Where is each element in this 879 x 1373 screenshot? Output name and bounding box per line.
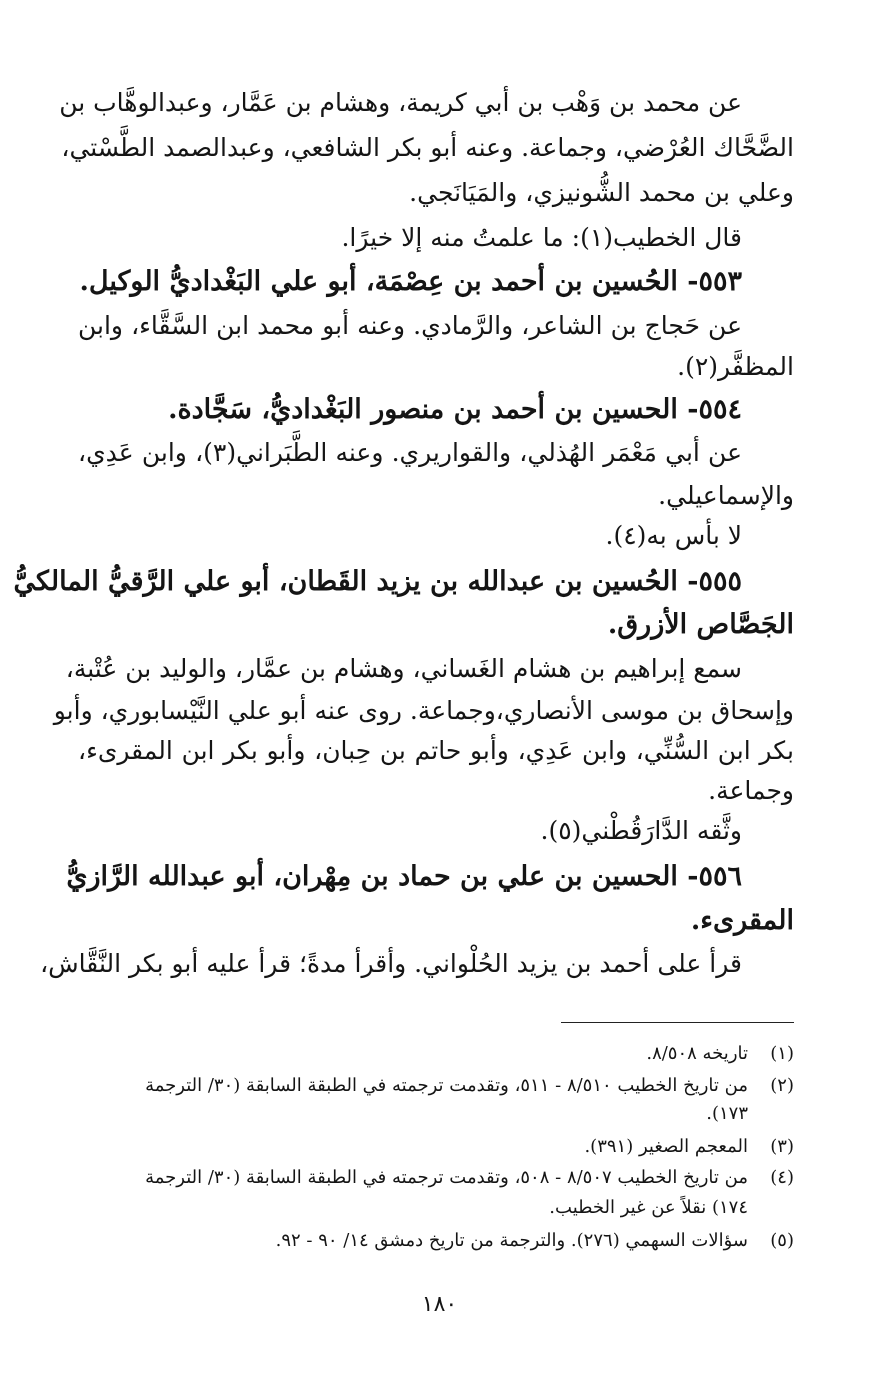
footnote [78,1040,794,1068]
text-line: لا بأس به(٤). [605,521,742,550]
footnote-number: (٥) [770,1230,794,1251]
footnote-cont: ١٧٣). [706,1103,748,1124]
footnote [78,1072,794,1100]
text-line: وجماعة. [708,776,794,805]
entry-heading-cont: الجَصَّاص الأزرق. [607,609,794,640]
footnote-text: سؤالات السهمي (٢٧٦). والترجمة من تاريخ دمشق ١٤/ ٩٠ - ٩٢. [275,1230,748,1251]
entry-heading: ٥٥٣- الحُسين بن أحمد بن عِصْمَة، أبو علي البَغْداديُّ الوكيل. [79,266,742,297]
page-number: ١٨٠ [421,1292,458,1317]
text-line: وعلي بن محمد الشُّونيزي، والمَيَانَجي. [409,178,794,207]
text-line: عن محمد بن وَهْب بن أبي كريمة، وهشام بن عَمَّار، وعبدالوهَّاب بن [59,88,742,117]
text-line: الضَّحَّاك العُرْضي، وجماعة. وعنه أبو بكر الشافعي، وعبدالصمد الطَّسْتي، [61,133,794,162]
footnote [78,1133,794,1161]
text-line: المظفَّر(٢). [677,352,794,381]
footnote-number: (١) [770,1043,794,1064]
text-line: والإسماعيلي. [658,481,794,510]
footnote-cont: ١٧٤) نقلاً عن غير الخطيب. [549,1197,748,1218]
footnote-text: المعجم الصغير (٣٩١). [584,1136,748,1157]
text-line: عن حَجاج بن الشاعر، والرَّمادي. وعنه أبو محمد ابن السَّقَّاء، وابن [78,311,742,340]
footnote [78,1227,794,1255]
entry-heading: ٥٥٦- الحسين بن علي بن حماد بن مِهْران، أبو عبدالله الرَّازيُّ [66,861,742,892]
footnote-text: تاريخه ٨/٥٠٨. [646,1043,748,1064]
text-line: قرأ على أحمد بن يزيد الحُلْواني. وأقرأ مدةً؛ قرأ عليه أبو بكر النَّقَّاش، [40,949,742,978]
footnote-number: (٢) [770,1075,794,1096]
text-line: وإسحاق بن موسى الأنصاري،وجماعة. روى عنه أبو علي النَّيْسابوري، وأبو [53,696,794,725]
footnote-text: من تاريخ الخطيب ٨/٥٠٧ - ٥٠٨، وتقدمت ترجمته في الطبقة السابقة (٣٠/ الترجمة [145,1167,748,1188]
text-line: وثَّقه الدَّارَقُطْني(٥). [540,816,742,845]
text-line: سمع إبراهيم بن هشام الغَساني، وهشام بن عمَّار، والوليد بن عُتْبة، [65,654,742,683]
footnote-separator [561,1022,794,1023]
entry-heading: ٥٥٤- الحسين بن أحمد بن منصور البَغْداديُّ، سَجَّادة. [168,394,742,425]
footnote-text: من تاريخ الخطيب ٨/٥١٠ - ٥١١، وتقدمت ترجمته في الطبقة السابقة (٣٠/ الترجمة [145,1075,748,1096]
entry-heading: ٥٥٥- الحُسين بن عبدالله بن يزيد القَطان، أبو علي الرَّقيُّ المالكيُّ [13,566,742,597]
footnote-number: (٣) [770,1136,794,1157]
entry-heading-cont: المقرىء. [690,905,794,936]
text-line: عن أبي مَعْمَر الهُذلي، والقواريري. وعنه الطَّبَراني(٣)، وابن عَدِي، [78,438,743,467]
footnote [78,1164,794,1192]
text-line: قال الخطيب(١): ما علمتُ منه إلا خيرًا. [341,223,742,252]
text-line: بكر ابن السُّنِّي، وابن عَدِي، وأبو حاتم بن حِبان، وأبو بكر ابن المقرىء، [78,736,794,765]
footnote-number: (٤) [770,1167,794,1188]
